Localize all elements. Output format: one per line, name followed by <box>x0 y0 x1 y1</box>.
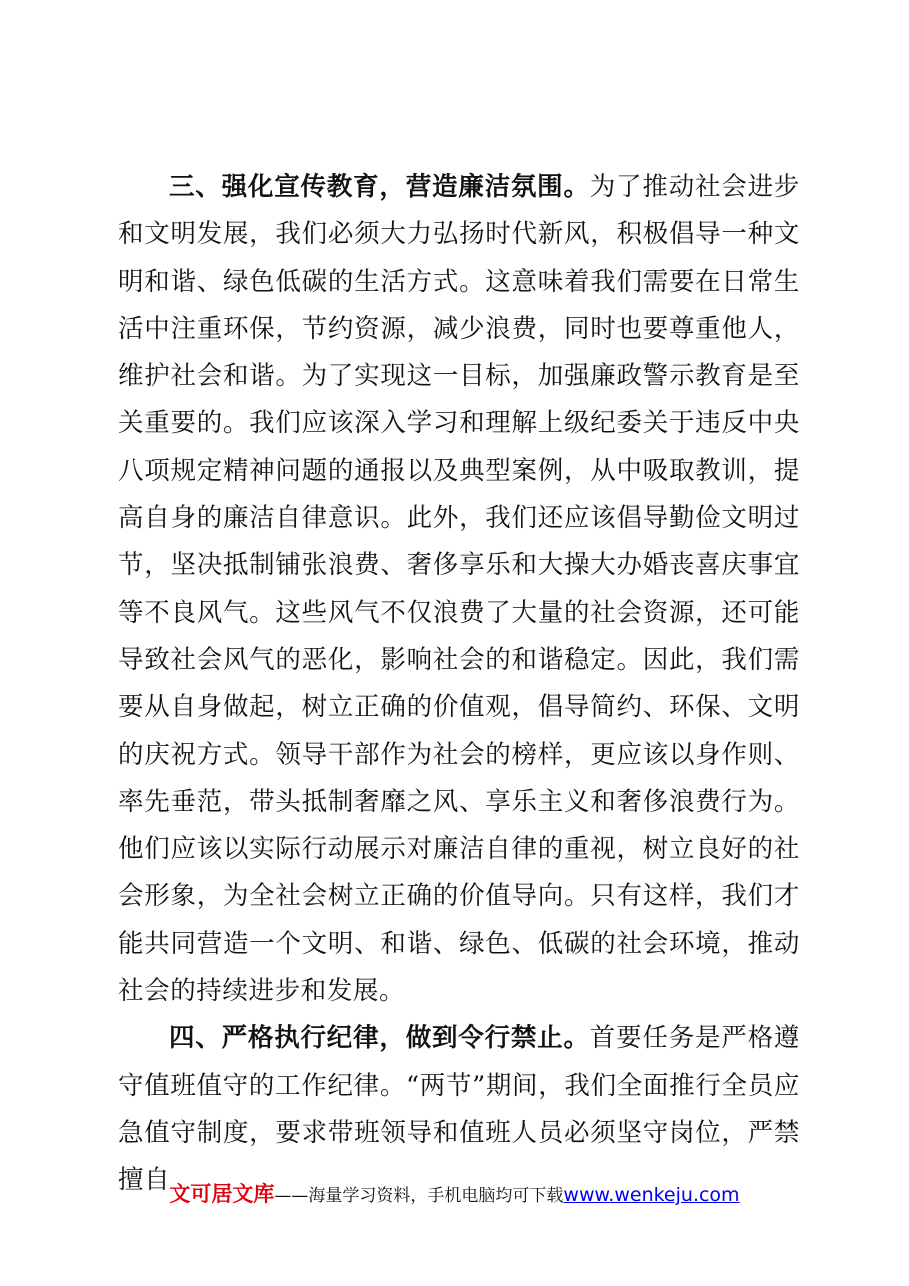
section-4-heading: 四、严格执行纪律，做到令行禁止。 <box>169 1023 590 1054</box>
footer-tagline: ——海量学习资料，手机电脑均可下载 <box>274 1186 564 1206</box>
section-3-text: 为了推动社会进步和文明发展，我们必须大力弘扬时代新风，积极倡导一种文明和谐、绿色低碳的生活方式。这意味着我们需要在日常生活中注重环保，节约资源，减少浪费，同时也要尊重他人，维护社会和谐。为了实现这一目标，加强廉政警示教育是至关重要的。我们应该深入学习和理解上级纪委关于违反中央八项规定精神问题的通报以及典型案例，从中吸取教训，提高自身的廉洁自律意识。此外，我们还应该倡导勤俭文明过节，坚决抵制铺张浪费、奢侈享乐和大操大办婚丧喜庆事宜等不良风气。这些风气不仅浪费了大量的社会资源，还可能导致社会风气的恶化，影响社会的和谐稳定。因此，我们需要从自身做起，树立正确的价值观，倡导简约、环保、文明的庆祝方式。领导干部作为社会的榜样，更应该以身作则、率先垂范，带头抵制奢靡之风、享乐主义和奢侈浪费行为。他们应该以实际行动展示对廉洁自律的重视，树立良好的社会形象，为全社会树立正确的价值导向。只有这样，我们才能共同营造一个文明、和谐、绿色、低碳的社会环境，推动社会的持续进步和发展。 <box>118 172 800 1007</box>
footer-watermark <box>0 1181 909 1209</box>
paragraph-section-3 <box>118 164 800 1015</box>
footer-link[interactable]: www.wenkeju.com <box>563 1184 740 1206</box>
footer-brand: 文可居文库 <box>169 1182 275 1206</box>
document-body <box>118 164 800 1205</box>
paragraph-section-4 <box>118 1015 800 1204</box>
section-3-heading: 三、强化宣传教育，营造廉洁氛围。 <box>169 172 590 202</box>
section-4-text: 首要任务是严格遵守值班值守的工作纪律。“两节”期间，我们全面推行全员应急值守制度，要求带班领导和值班人员必须坚守岗位，严禁擅自 <box>118 1023 800 1196</box>
